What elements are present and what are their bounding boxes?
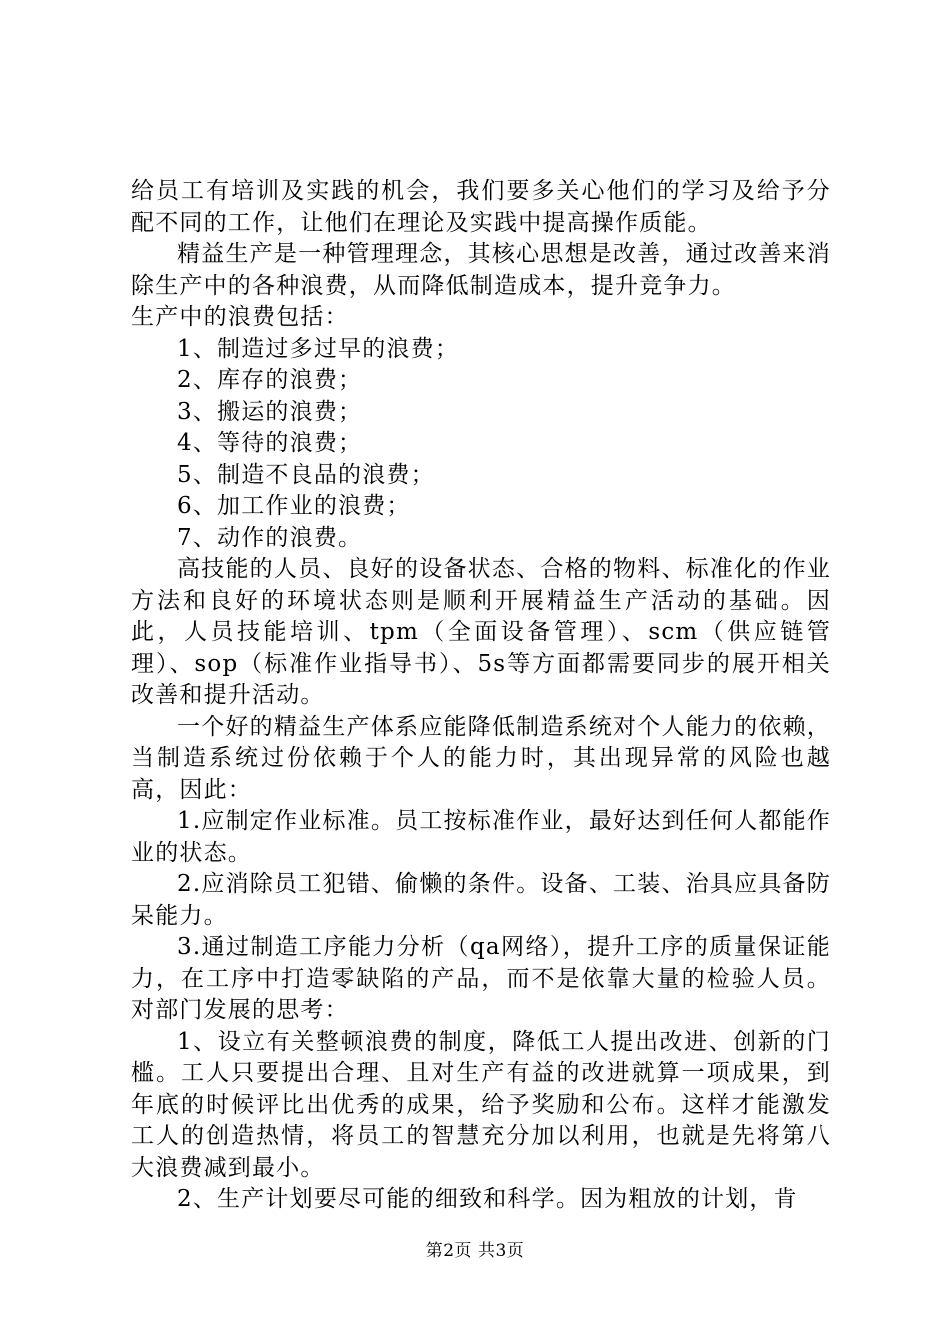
paragraph: 生产中的浪费包括： bbox=[131, 304, 349, 330]
paragraph: 给员工有培训及实践的机会，我们要多关心他们的学习及给予分配不同的工作，让他们在理论及实践中提高操作质能。 bbox=[131, 178, 831, 236]
list-item: 1、设立有关整顿浪费的制度，降低工人提出改进、创新的门槛。工人只要提出合理、且对生产有益的改进就算一项成果，到年底的时候评比出优秀的成果，给予奖励和公布。这样才能激发工人的创造热情，将员工的智慧充分加以利用，也就是先将第八大浪费减到最小。 bbox=[131, 1028, 831, 1181]
list-item: 1、制造过多过早的浪费； bbox=[177, 335, 460, 362]
list-item: 3.通过制造工序能力分析（qa网络），提升工序的质量保证能力，在工序中打造零缺陷的产品，而不是依靠大量的检验人员。对部门发展的思考： bbox=[131, 934, 831, 1023]
list-item: 6、加工作业的浪费； bbox=[177, 493, 411, 519]
paragraph: 一个好的精益生产体系应能降低制造系统对个人能力的依赖，当制造系统过份依赖于个人的能力时，其出现异常的风险也越高，因此： bbox=[131, 713, 831, 803]
list-item: 1.应制定作业标准。员工按标准作业，最好达到任何人都能作业的状态。 bbox=[131, 808, 831, 866]
list-item: 4、等待的浪费； bbox=[177, 430, 363, 456]
list-item: 3、搬运的浪费； bbox=[177, 398, 363, 425]
paragraph: 高技能的人员、良好的设备状态、合格的物料、标准化的作业方法和良好的环境状态则是顺利开展精益生产活动的基础。因此，人员技能培训、tpm（全面设备管理）、scm（供应链管理）、sop（标准作业指导书）、5s等方面都需要同步的展开相关改善和提升活动。 bbox=[131, 556, 831, 708]
list-item: 2.应消除员工犯错、偷懒的条件。设备、工装、治具应具备防呆能力。 bbox=[131, 871, 831, 929]
page-footer: 第2页 共3页 bbox=[425, 1241, 525, 1261]
list-item: 7、动作的浪费。 bbox=[177, 524, 363, 551]
list-item: 5、制造不良品的浪费； bbox=[177, 461, 435, 488]
paragraph: 精益生产是一种管理理念，其核心思想是改善，通过改善来消除生产中的各种浪费，从而降低制造成本，提升竞争力。 bbox=[131, 241, 831, 299]
list-item: 2、生产计划要尽可能的细致和科学。因为粗放的计划，肯 bbox=[177, 1186, 798, 1212]
list-item: 2、库存的浪费； bbox=[177, 367, 363, 393]
document-body bbox=[131, 176, 831, 1216]
